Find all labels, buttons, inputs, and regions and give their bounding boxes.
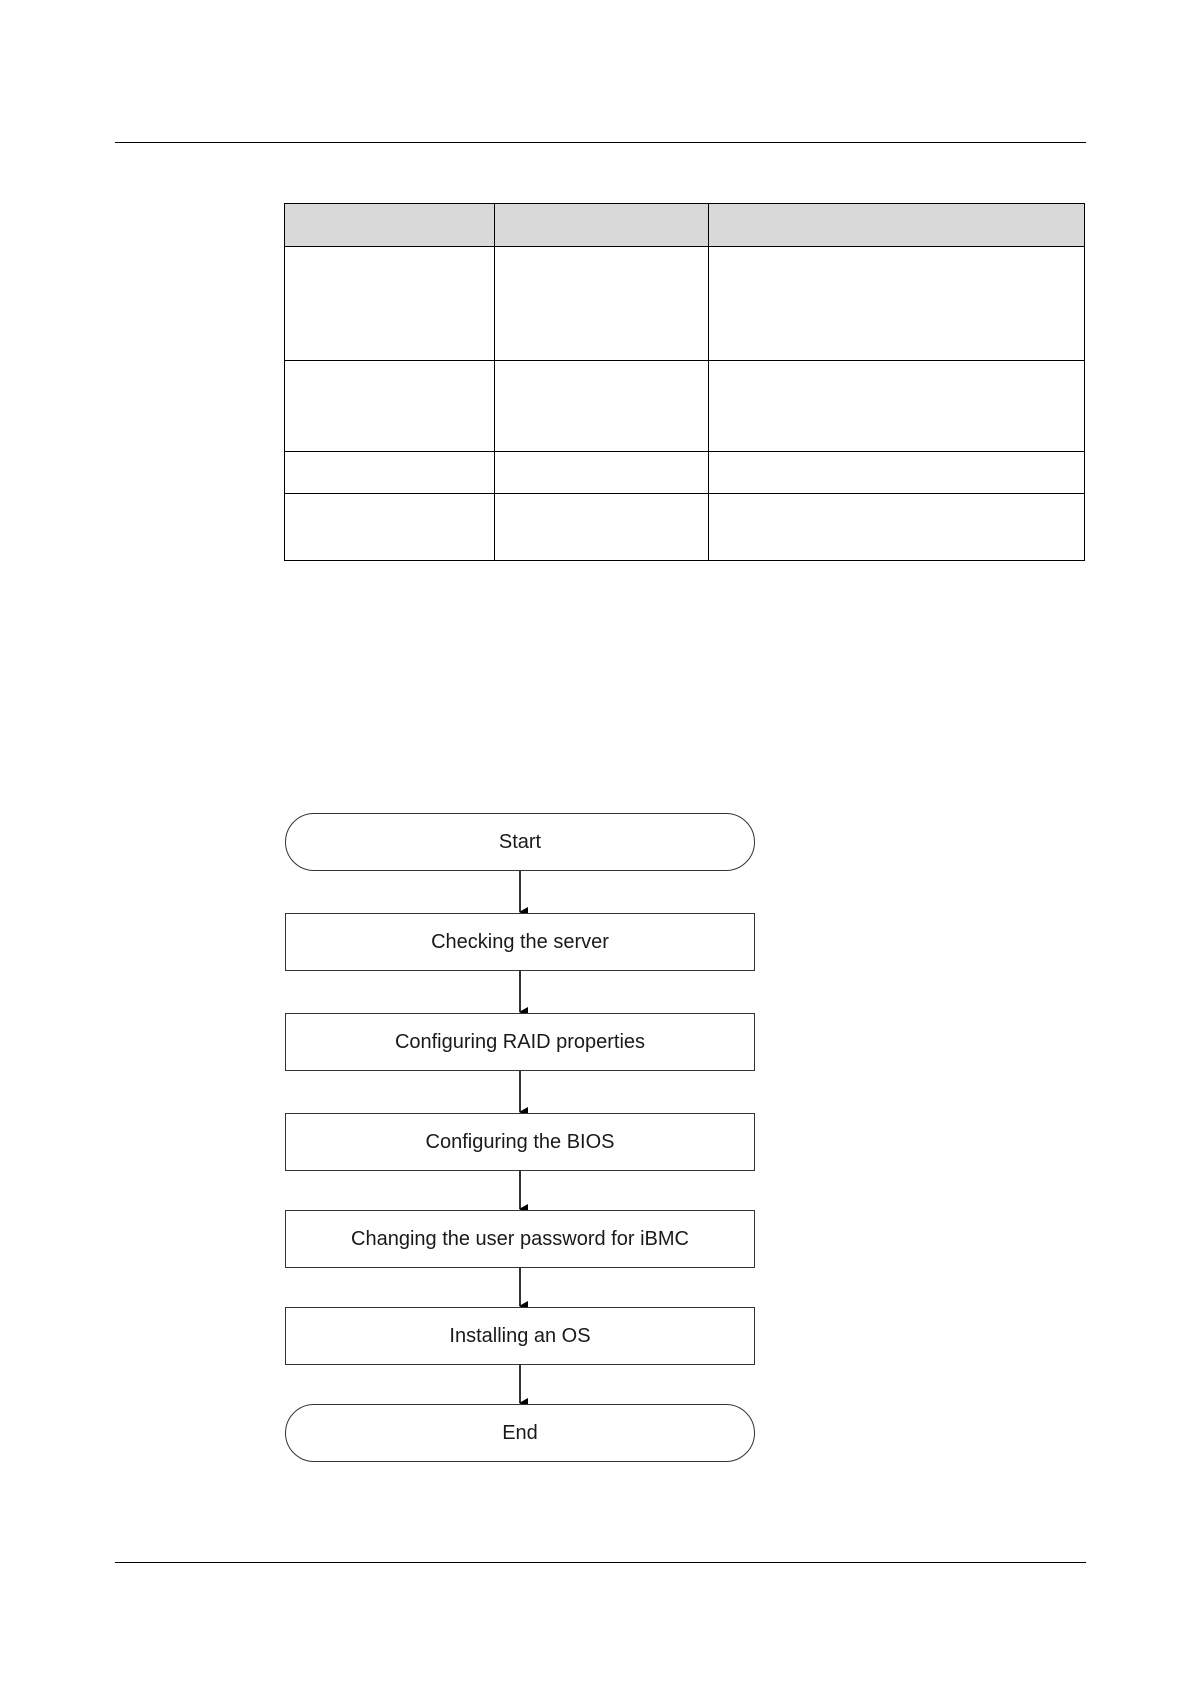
table-cell: [285, 494, 495, 561]
table-header-row: [285, 204, 1085, 247]
table-cell: [709, 494, 1085, 561]
table-cell: [285, 361, 495, 452]
flow-end-node: End: [285, 1404, 755, 1462]
table-row: [285, 452, 1085, 494]
table-cell: [709, 247, 1085, 361]
table-row: [285, 361, 1085, 452]
table-cell: [285, 452, 495, 494]
footer-rule: [115, 1562, 1086, 1563]
flow-step-change-ibmc-password: Changing the user password for iBMC: [285, 1210, 755, 1268]
flowchart: [285, 813, 755, 1463]
flow-step-check-server: Checking the server: [285, 913, 755, 971]
table-cell: [709, 452, 1085, 494]
table-cell: [709, 361, 1085, 452]
table-cell: [495, 247, 709, 361]
table-header-cell: [709, 204, 1085, 247]
table-cell: [495, 361, 709, 452]
table-cell: [495, 452, 709, 494]
table-cell: [285, 247, 495, 361]
document-table: [284, 203, 1085, 561]
flow-step-configure-raid: Configuring RAID properties: [285, 1013, 755, 1071]
flow-step-configure-bios: Configuring the BIOS: [285, 1113, 755, 1171]
flow-step-install-os: Installing an OS: [285, 1307, 755, 1365]
table-header-cell: [285, 204, 495, 247]
header-rule: [115, 142, 1086, 143]
table-row: [285, 247, 1085, 361]
table-row: [285, 494, 1085, 561]
table-cell: [495, 494, 709, 561]
table-header-cell: [495, 204, 709, 247]
flow-start-node: Start: [285, 813, 755, 871]
